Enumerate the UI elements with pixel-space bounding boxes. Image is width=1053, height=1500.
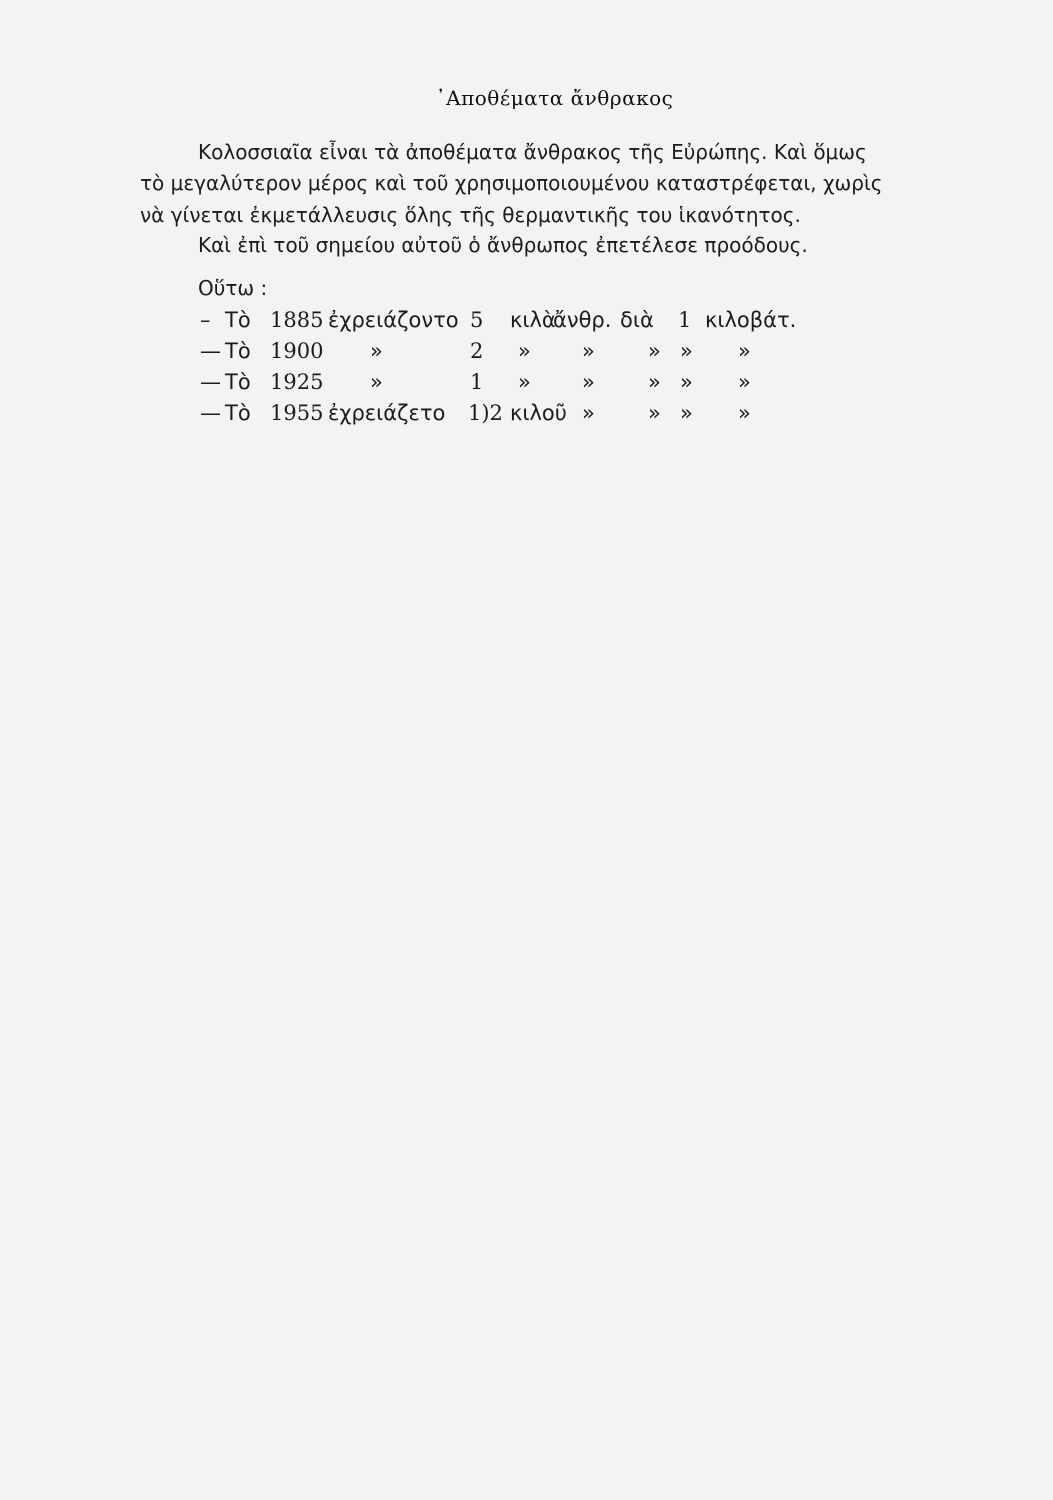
outo-label: Οὕτω :	[198, 276, 268, 300]
row-kw-unit: κιλοβάτ.	[705, 308, 797, 332]
row-ditto-verb: »	[370, 370, 383, 394]
row-verb: ἐχρειάζοντο	[328, 308, 459, 332]
row-year: 1925	[270, 370, 324, 394]
row-quantity: 5	[470, 308, 484, 332]
row-ditto-unit: »	[518, 370, 531, 394]
row-article: Τὸ	[225, 370, 251, 394]
row-article: Τὸ	[225, 339, 251, 363]
row-article: Τὸ	[225, 401, 251, 425]
row-ditto-kw-quantity: »	[680, 401, 693, 425]
row-dash: –	[200, 308, 211, 332]
row-material: ἄνθρ.	[553, 308, 612, 332]
row-verb: ἐχρειάζετο	[328, 401, 446, 425]
row-ditto-material: »	[582, 370, 595, 394]
row-ditto-kw-unit: »	[738, 339, 751, 363]
row-unit: κιλοῦ	[510, 401, 567, 425]
paragraph-line-2: τὸ μεγαλύτερον μέρος καὶ τοῦ χρησιμοποιουμένου καταστρέφεται, χωρὶς	[140, 171, 883, 195]
row-year: 1955	[270, 401, 324, 425]
row-ditto-material: »	[582, 339, 595, 363]
row-kw-quantity: 1	[678, 308, 692, 332]
page-title	[0, 86, 1053, 110]
row-quantity: 1	[470, 370, 484, 394]
row-ditto-kw-quantity: »	[680, 339, 693, 363]
row-dash: —	[200, 339, 221, 363]
row-year: 1900	[270, 339, 324, 363]
row-quantity: 2	[470, 339, 484, 363]
paragraph-line-4: Καὶ ἐπὶ τοῦ σημείου αὐτοῦ ὁ ἄνθρωπος ἐπετέλεσε προόδους.	[198, 233, 808, 257]
row-unit: κιλὰ	[510, 308, 556, 332]
row-year: 1885	[270, 308, 324, 332]
row-article: Τὸ	[225, 308, 251, 332]
row-ditto-preposition: »	[648, 401, 661, 425]
row-ditto-kw-unit: »	[738, 401, 751, 425]
row-ditto-material: »	[582, 401, 595, 425]
row-quantity: 1)2	[468, 401, 503, 425]
page-title-text: ᾿Αποθέματα ἄνθρακος	[435, 86, 674, 110]
paragraph-line-1: Κολοσσιαῖα εἶναι τὰ ἀποθέματα ἄνθρακος τῆς Εὐρώπης. Καὶ ὅμως	[198, 140, 867, 164]
paragraph-line-3: νὰ γίνεται ἐκμετάλλευσις ὅλης τῆς θερμαντικῆς του ἱκανότητος.	[140, 203, 801, 227]
row-preposition: διὰ	[620, 308, 654, 332]
row-ditto-verb: »	[370, 339, 383, 363]
row-ditto-preposition: »	[648, 370, 661, 394]
row-dash: —	[200, 370, 221, 394]
row-ditto-unit: »	[518, 339, 531, 363]
row-ditto-kw-unit: »	[738, 370, 751, 394]
row-dash: —	[200, 401, 221, 425]
row-ditto-kw-quantity: »	[680, 370, 693, 394]
row-ditto-preposition: »	[648, 339, 661, 363]
